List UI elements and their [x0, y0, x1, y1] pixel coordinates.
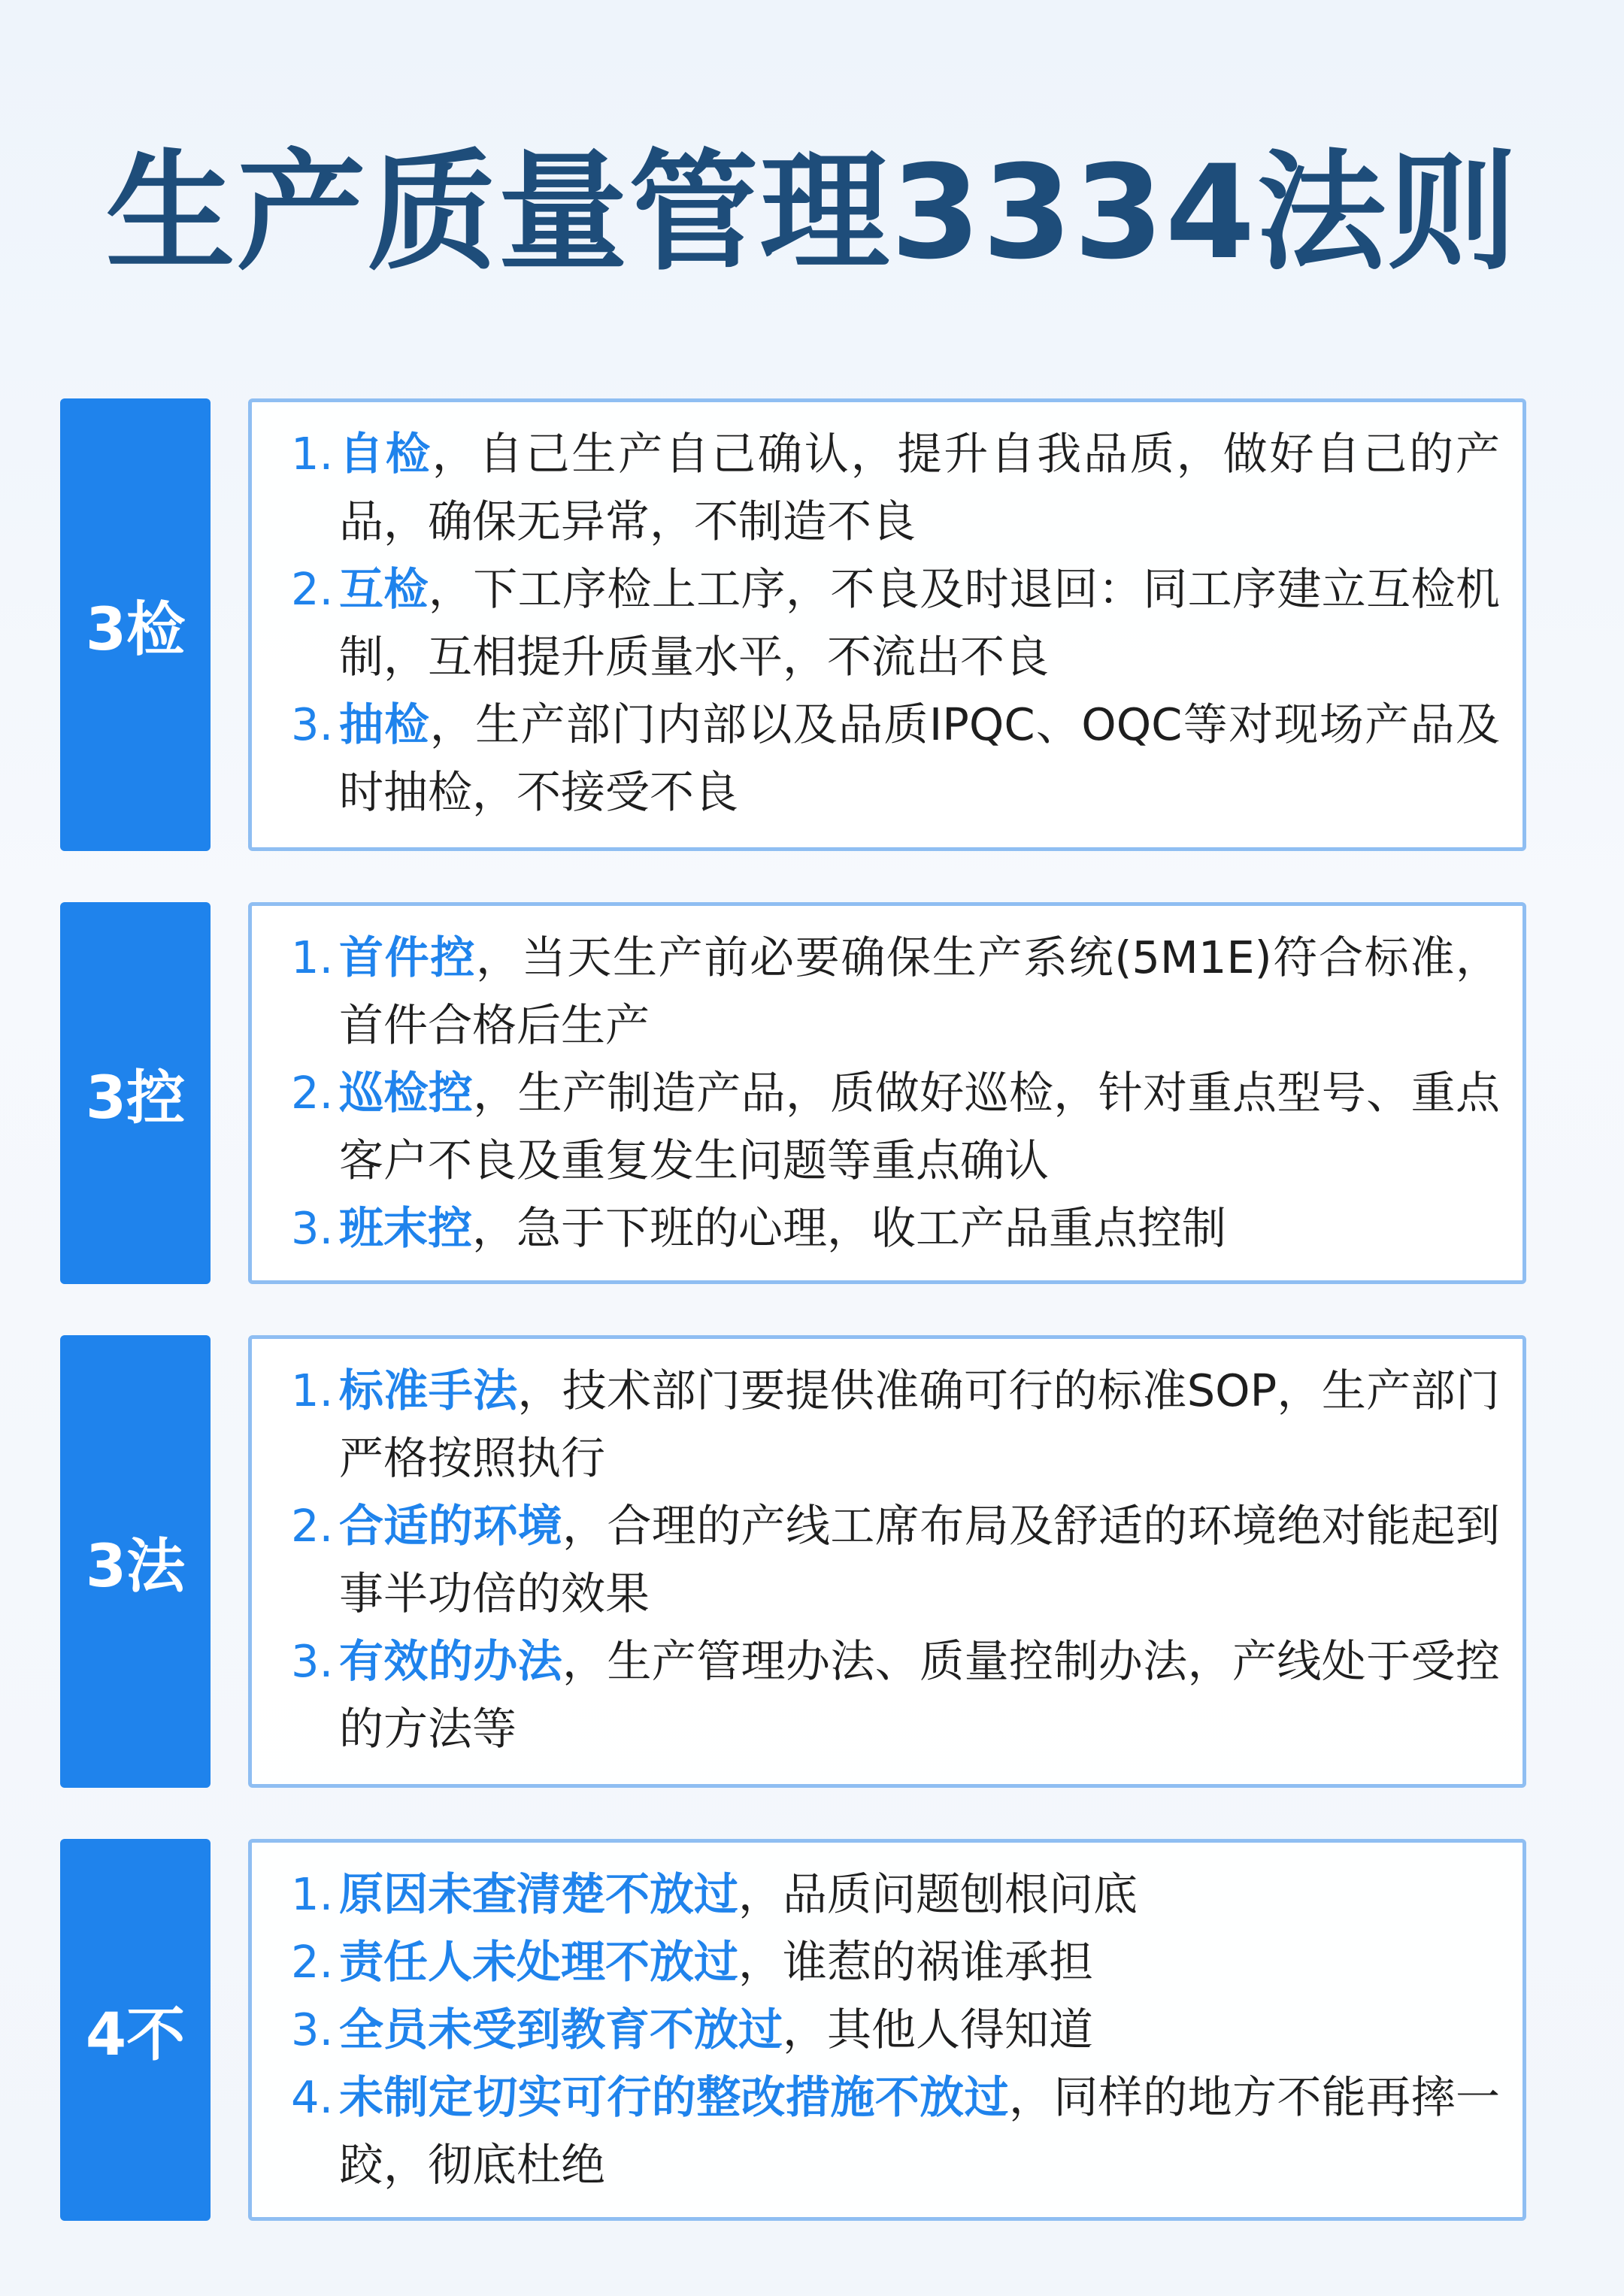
item-keyword: 责任人未处理不放过: [339, 1936, 739, 1988]
item-text: ，同样的地方不能再摔一跤，彻底杜绝: [339, 2071, 1500, 2191]
page-title: 生产质量管理3334法则: [105, 137, 1519, 288]
list-item: [291, 1492, 1500, 1628]
list-item: [291, 1928, 1500, 1996]
section-3kong: [60, 902, 1534, 1284]
item-text: ，下工序检上工序，不良及时退回：同工序建立互检机制，互相提升质量水平，不流出不良: [339, 563, 1500, 683]
item-keyword: 全员未受到教育不放过: [339, 2004, 783, 2055]
list-item: [291, 1628, 1500, 1763]
section-label: 3检: [60, 398, 211, 851]
item-text: ，生产部门内部以及品质IPQC、OQC等对现场产品及时抽检，不接受不良: [339, 698, 1500, 818]
item-keyword: 未制定切实可行的整改措施不放过: [339, 2071, 1009, 2123]
list-item: [291, 1996, 1500, 2064]
item-number: 2.: [291, 1067, 334, 1119]
list-item: [291, 924, 1500, 1059]
item-keyword: 首件控: [339, 931, 477, 983]
section-card: [248, 1335, 1526, 1788]
list-item: [291, 1195, 1500, 1262]
item-text: ，生产管理办法、质量控制办法，产线处于受控的方法等: [339, 1635, 1500, 1755]
item-number: 3.: [291, 698, 334, 750]
item-text: ，自己生产自己确认，提升自我品质，做好自己的产品，确保无异常，不制造不良: [339, 428, 1500, 547]
list-item: [291, 1861, 1500, 1928]
item-number: 2.: [291, 1936, 334, 1988]
list-item: [291, 556, 1500, 691]
item-number: 3.: [291, 1635, 334, 1687]
item-keyword: 自检: [339, 428, 432, 480]
item-number: 1.: [291, 428, 334, 480]
section-label: 3法: [60, 1335, 211, 1788]
item-text: ，当天生产前必要确保生产系统(5M1E)符合标准，首件合格后生产: [339, 931, 1500, 1051]
item-text: ，合理的产线工席布局及舒适的环境绝对能起到事半功倍的效果: [339, 1500, 1500, 1619]
item-text: ，急于下班的心理，收工产品重点控制: [472, 1202, 1227, 1254]
item-number: 3.: [291, 1202, 334, 1254]
item-number: 1.: [291, 1868, 334, 1920]
section-card: [248, 398, 1526, 851]
list-item: [291, 691, 1500, 826]
item-keyword: 有效的办法: [339, 1635, 562, 1687]
item-text: ，技术部门要提供准确可行的标准SOP，生产部门严格按照执行: [339, 1365, 1500, 1484]
item-text: ，生产制造产品，质做好巡检，针对重点型号、重点客户不良及重复发生问题等重点确认: [339, 1067, 1500, 1186]
item-text: ，品质问题刨根问底: [738, 1868, 1138, 1920]
item-keyword: 巡检控: [339, 1067, 474, 1119]
section-3fa: [60, 1335, 1534, 1788]
section-card: [248, 902, 1526, 1284]
item-number: 1.: [291, 1365, 334, 1416]
item-number: 2.: [291, 1500, 334, 1552]
item-keyword: 标准手法: [339, 1365, 518, 1416]
item-keyword: 班末控: [339, 1202, 473, 1254]
list-item: [291, 2064, 1500, 2199]
list-item: [291, 1059, 1500, 1195]
item-keyword: 合适的环境: [339, 1500, 562, 1552]
item-number: 3.: [291, 2004, 334, 2055]
section-card: [248, 1839, 1526, 2221]
item-keyword: 原因未查清楚不放过: [339, 1868, 739, 1920]
list-item: [291, 420, 1500, 556]
item-number: 1.: [291, 931, 334, 983]
section-label: 3控: [60, 902, 211, 1284]
item-keyword: 抽检: [339, 698, 430, 750]
section-label: 4不: [60, 1839, 211, 2221]
item-text: ，其他人得知道: [783, 2004, 1094, 2055]
item-text: ，谁惹的祸谁承担: [738, 1936, 1094, 1988]
section-4bu: [60, 1839, 1534, 2221]
item-number: 4.: [291, 2071, 334, 2123]
list-item: [291, 1357, 1500, 1492]
item-number: 2.: [291, 563, 334, 615]
section-3jian: [60, 398, 1534, 851]
item-keyword: 互检: [339, 563, 429, 615]
